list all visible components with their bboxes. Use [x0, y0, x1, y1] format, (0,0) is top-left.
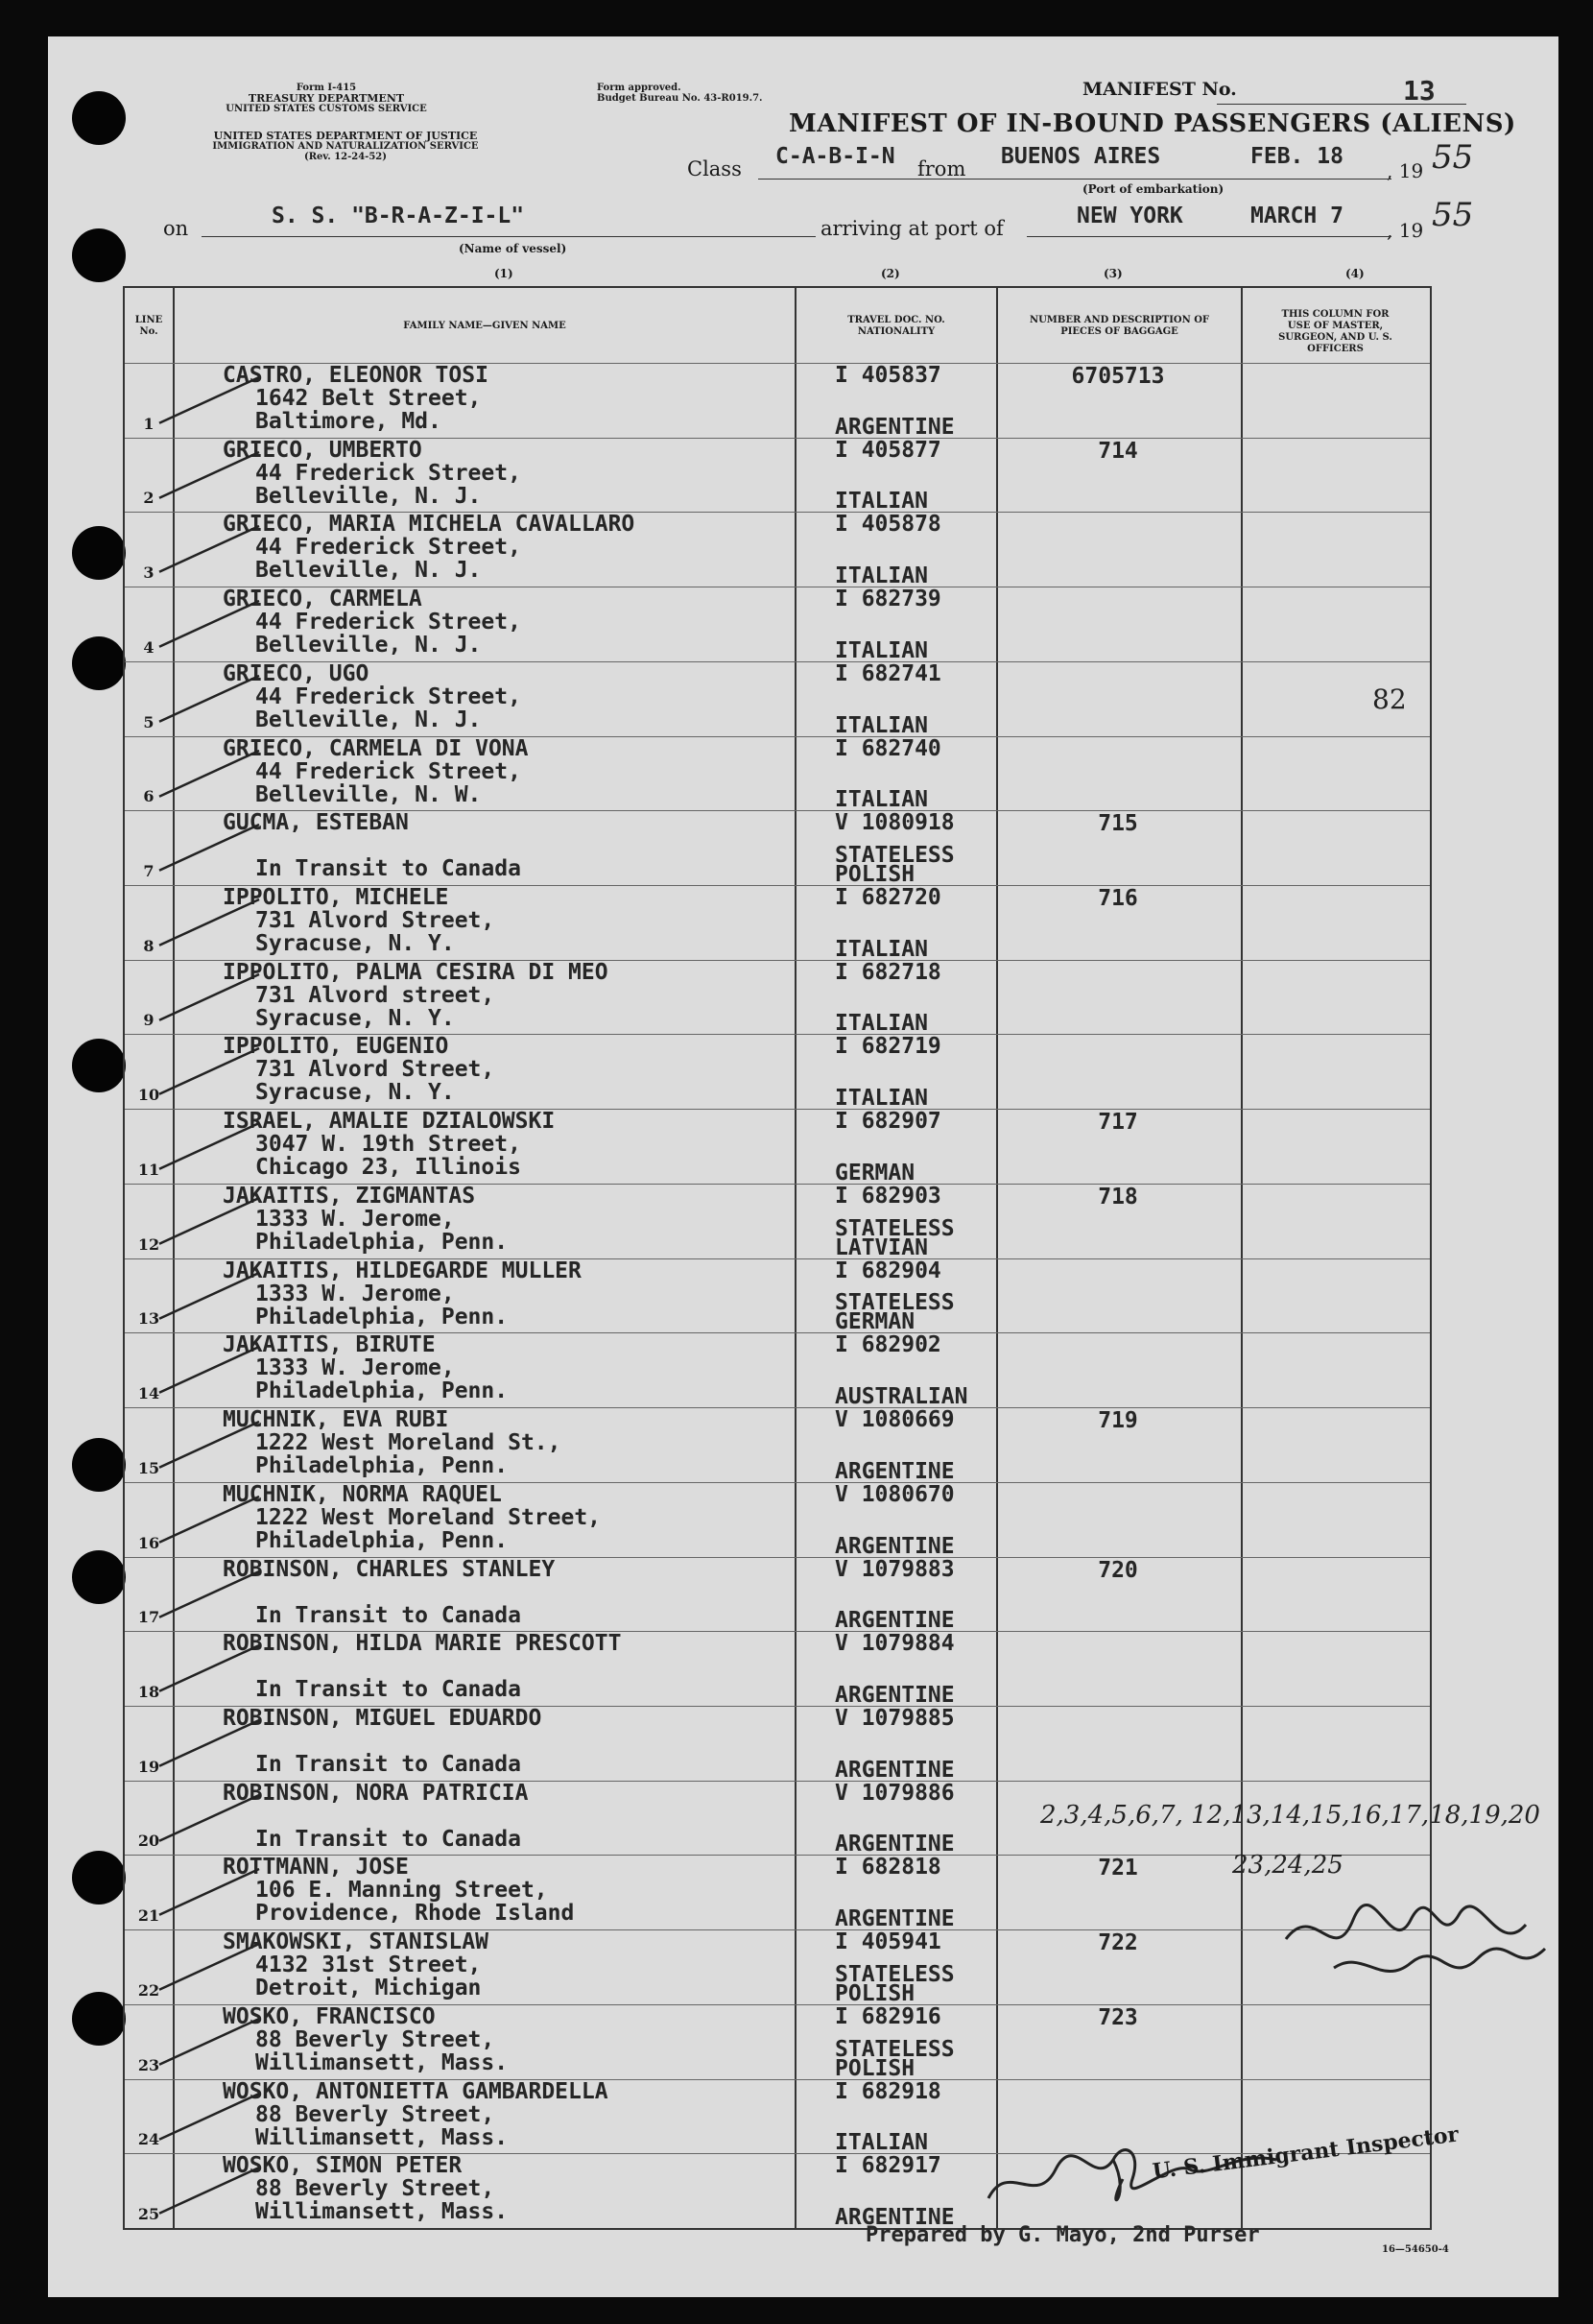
nationality: ARGENTINE: [835, 2204, 955, 2230]
travel-doc-number: I 682739: [835, 587, 941, 612]
passenger-name: WOSKO, ANTONIETTA GAMBARDELLA: [223, 2078, 608, 2104]
address-line-2: Philadelphia, Penn.: [255, 1527, 509, 1553]
table-row: [125, 2004, 1430, 2080]
check-mark: [154, 1031, 278, 1106]
line-number: 21: [137, 1906, 160, 1926]
passenger-name: MUCHNIK, NORMA RAQUEL: [223, 1481, 502, 1507]
passenger-name: GRIECO, CARMELA: [223, 587, 422, 612]
col-header-doc: TRAVEL DOC. NO. NATIONALITY: [847, 315, 945, 337]
nationality: ARGENTINE: [835, 1608, 955, 1634]
nationality: ITALIAN: [835, 2130, 928, 2156]
nationality: STATELESS LATVIAN: [835, 1215, 955, 1260]
passenger-table: [123, 286, 1432, 2230]
line-number: 5: [143, 712, 155, 731]
check-mark: [154, 1927, 278, 2001]
check-mark: [154, 1628, 278, 1703]
line-number: 9: [143, 1011, 155, 1030]
address-line-2: Philadelphia, Penn.: [255, 1453, 509, 1479]
binder-hole-5: [72, 1039, 126, 1092]
nationality: STATELESS POLISH: [835, 2036, 955, 2081]
address-line-1: 3047 W. 19th Street,: [255, 1132, 521, 1158]
approval-block: [597, 83, 763, 104]
travel-doc-number: I 682740: [835, 735, 941, 761]
baggage-number: 717: [1098, 1110, 1138, 1136]
nationality: ARGENTINE: [835, 1832, 955, 1857]
baggage-number: 6705713: [1071, 364, 1165, 389]
line-number: 3: [143, 563, 155, 583]
form-approved: Form approved.: [597, 83, 681, 93]
handwritten-line-list-1: 2,3,4,5,6,7, 12,13,14,15,16,17,18,19,20: [1040, 1801, 1540, 1830]
travel-doc-number: V 1080669: [835, 1407, 955, 1433]
from-label: from: [917, 157, 966, 180]
address-line-1: 44 Frederick Street,: [255, 535, 521, 561]
passenger-name-block: [223, 1632, 621, 1701]
table-row: [125, 1109, 1430, 1185]
baggage-number: 721: [1098, 1856, 1138, 1881]
travel-doc-number: I 682916: [835, 2003, 941, 2029]
address-line-1: 1222 West Moreland Street,: [255, 1504, 602, 1530]
address-line-2: In Transit to Canada: [255, 1826, 521, 1852]
table-row: [125, 363, 1430, 439]
travel-doc-number: V 1079885: [835, 1705, 955, 1731]
address-line-2: Providence, Rhode Island: [255, 1901, 575, 1927]
address-line-2: Syracuse, N. Y.: [255, 1080, 455, 1106]
check-mark: [154, 509, 278, 584]
line-number: 22: [137, 1980, 160, 2000]
manifest-no-label: MANIFEST No.: [1082, 79, 1237, 100]
binder-hole-6: [72, 1438, 126, 1492]
address-line-2: In Transit to Canada: [255, 1602, 521, 1628]
address-line-2: Belleville, N. J.: [255, 483, 482, 509]
travel-doc-number: I 682904: [835, 1258, 941, 1283]
address-line-2: Syracuse, N. Y.: [255, 931, 455, 957]
vessel-caption: (Name of vessel): [459, 242, 567, 255]
vessel-name: S. S. "B-R-A-Z-I-L": [272, 204, 525, 228]
passenger-name: GUCMA, ESTEBAN: [223, 810, 409, 836]
line-number: 19: [137, 1757, 160, 1776]
line-number: 24: [137, 2130, 160, 2149]
address-line-2: In Transit to Canada: [255, 1751, 521, 1777]
address-line-1: 731 Alvord Street,: [255, 1057, 495, 1083]
travel-doc-number: I 682902: [835, 1332, 941, 1358]
address-line-2: In Transit to Canada: [255, 1677, 521, 1703]
line-number: 25: [137, 2204, 160, 2223]
travel-doc-number: I 405941: [835, 1929, 941, 1955]
address-line-1: 106 E. Manning Street,: [255, 1878, 548, 1904]
travel-doc-number: I 405877: [835, 437, 941, 463]
passenger-name: JAKAITIS, BIRUTE: [223, 1332, 436, 1358]
baggage-number: 714: [1098, 438, 1138, 464]
nationality: ITALIAN: [835, 1011, 928, 1037]
check-mark: [154, 2001, 278, 2076]
address-line-1: 1222 West Moreland St.,: [255, 1430, 561, 1456]
line-number: 8: [143, 936, 155, 955]
nationality: ITALIAN: [835, 489, 928, 515]
form-id-block: [206, 83, 446, 114]
table-row: [125, 1407, 1430, 1483]
table-row: [125, 885, 1430, 961]
line-number: 14: [137, 1384, 160, 1403]
address-line-1: 44 Frederick Street,: [255, 460, 521, 486]
travel-doc-number: I 682917: [835, 2153, 941, 2179]
manifest-no-underline: [1217, 104, 1466, 105]
passenger-name: ROBINSON, NORA PATRICIA: [223, 1780, 529, 1806]
table-row: [125, 960, 1430, 1036]
passenger-name: GRIECO, UGO: [223, 660, 369, 686]
col-header-line: LINE No.: [134, 315, 163, 337]
nationality: ARGENTINE: [835, 1533, 955, 1559]
check-mark: [154, 882, 278, 957]
check-mark: [154, 1703, 278, 1778]
travel-doc-number: V 1079886: [835, 1780, 955, 1806]
passenger-name: ROBINSON, MIGUEL EDUARDO: [223, 1705, 542, 1731]
line-number: 17: [137, 1608, 160, 1627]
on-label: on: [163, 217, 189, 240]
table-row: [125, 1332, 1430, 1408]
table-row: [125, 587, 1430, 662]
passenger-name: WOSKO, FRANCISCO: [223, 2003, 436, 2029]
year-1: 55: [1432, 138, 1474, 177]
form-revision: (Rev. 12-24-52): [304, 152, 387, 162]
baggage-number: 719: [1098, 1408, 1138, 1434]
passenger-name: IPPOLITO, PALMA CESIRA DI MEO: [223, 959, 608, 985]
address-line-1: 1642 Belt Street,: [255, 386, 482, 411]
passenger-name-block: [223, 1483, 601, 1552]
budget-number: Budget Bureau No. 43-R019.7.: [597, 93, 763, 104]
nationality: ARGENTINE: [835, 1458, 955, 1484]
table-row: [125, 1034, 1430, 1110]
address-line-2: In Transit to Canada: [255, 856, 521, 882]
dept-treasury: TREASURY DEPARTMENT: [248, 92, 405, 105]
table-row: [125, 438, 1430, 514]
address-line-2: Belleville, N. J.: [255, 707, 482, 732]
travel-doc-number: I 682719: [835, 1034, 941, 1060]
col-num-3: (3): [1104, 267, 1123, 280]
passenger-name: ISRAEL, AMALIE DZIALOWSKI: [223, 1109, 556, 1135]
address-line-2: Chicago 23, Illinois: [255, 1155, 521, 1181]
line-number: 10: [137, 1086, 160, 1105]
passenger-name: JAKAITIS, ZIGMANTAS: [223, 1183, 476, 1209]
travel-doc-number: V 1079883: [835, 1556, 955, 1582]
inspector-label: U. S. Immigrant Inspector: [1151, 2121, 1461, 2185]
address-line-1: 44 Frederick Street,: [255, 610, 521, 635]
check-mark: [154, 584, 278, 659]
address-line-2: Willimansett, Mass.: [255, 2049, 509, 2075]
print-code: 16—54650-4: [1382, 2244, 1449, 2255]
address-line-1: 44 Frederick Street,: [255, 758, 521, 784]
nationality: ITALIAN: [835, 787, 928, 813]
passenger-name: IPPOLITO, EUGENIO: [223, 1034, 449, 1060]
binder-hole-7: [72, 1550, 126, 1604]
binder-hole-1: [72, 91, 126, 145]
passenger-name: IPPOLITO, MICHELE: [223, 885, 449, 911]
travel-doc-number: I 682918: [835, 2078, 941, 2104]
form-number: Form I-415: [296, 83, 357, 93]
check-mark: [154, 957, 278, 1032]
handwritten-line-list-2: 23,24,25: [1232, 1851, 1343, 1880]
port-caption: (Port of embarkation): [1082, 182, 1224, 196]
baggage-number: 722: [1098, 1930, 1138, 1956]
line-number: 4: [143, 637, 155, 657]
travel-doc-number: V 1080670: [835, 1481, 955, 1507]
justice-block: [154, 131, 537, 162]
line-number: 6: [143, 787, 155, 806]
nationality: ARGENTINE: [835, 1906, 955, 1932]
check-mark: [154, 733, 278, 808]
address-line-2: Detroit, Michigan: [255, 1976, 482, 2001]
table-row: [125, 810, 1430, 886]
dept-customs: UNITED STATES CUSTOMS SERVICE: [226, 104, 427, 114]
passenger-name: WOSKO, SIMON PETER: [223, 2153, 463, 2179]
year-prefix-2: , 19: [1387, 219, 1424, 242]
check-mark: [154, 659, 278, 733]
nationality: ITALIAN: [835, 936, 928, 962]
nationality: STATELESS POLISH: [835, 843, 955, 888]
table-row: [125, 1184, 1430, 1259]
year-prefix-1: , 19: [1387, 159, 1424, 182]
arrival-date: MARCH 7: [1250, 204, 1343, 228]
class-label: Class: [687, 157, 742, 180]
embarkation-date: FEB. 18: [1250, 144, 1343, 169]
passenger-name: GRIECO, CARMELA DI VONA: [223, 735, 529, 761]
binder-hole-8: [72, 1851, 126, 1905]
address-line-1: 88 Beverly Street,: [255, 2101, 495, 2127]
address-line-1: 1333 W. Jerome,: [255, 1206, 455, 1232]
passenger-name-block: [223, 961, 608, 1030]
address-line-2: Philadelphia, Penn.: [255, 1304, 509, 1330]
passenger-name: ROTTMANN, JOSE: [223, 1855, 409, 1881]
baggage-number: 716: [1098, 886, 1138, 912]
line-number: 15: [137, 1458, 160, 1477]
nationality: ITALIAN: [835, 1086, 928, 1112]
check-mark: [154, 360, 278, 435]
prepared-by: Prepared by G. Mayo, 2nd Purser: [866, 2223, 1260, 2247]
page-title: MANIFEST OF IN-BOUND PASSENGERS (ALIENS): [789, 109, 1516, 138]
from-underline: [758, 179, 1391, 180]
check-mark: [154, 1256, 278, 1330]
col-num-2: (2): [881, 267, 900, 280]
nationality: ARGENTINE: [835, 414, 955, 440]
address-line-2: Baltimore, Md.: [255, 409, 441, 434]
col-header-baggage: NUMBER AND DESCRIPTION OF PIECES OF BAGGAGE: [1029, 315, 1210, 337]
check-mark: [154, 1852, 278, 1927]
vessel-underline: [202, 236, 816, 237]
travel-doc-number: I 682741: [835, 660, 941, 686]
travel-doc-number: I 405878: [835, 512, 941, 538]
dept-justice: UNITED STATES DEPARTMENT OF JUSTICE: [213, 130, 478, 142]
passenger-name-block: [223, 513, 634, 582]
inspector-signature-image: [969, 2121, 1296, 2227]
address-line-2: Philadelphia, Penn.: [255, 1378, 509, 1404]
year-2: 55: [1432, 196, 1474, 234]
address-line-1: [223, 1655, 621, 1678]
check-mark: [154, 1330, 278, 1404]
embarkation-port: BUENOS AIRES: [1001, 144, 1161, 169]
check-mark: [154, 1181, 278, 1256]
line-number: 1: [143, 414, 155, 433]
travel-doc-number: V 1080918: [835, 810, 955, 836]
arrival-underline: [1027, 236, 1391, 237]
baggage-number: 718: [1098, 1184, 1138, 1210]
check-mark: [154, 2150, 278, 2225]
baggage-number: 723: [1098, 2004, 1138, 2030]
passenger-name: SMAKOWSKI, STANISLAW: [223, 1929, 488, 1955]
col-header-name: FAMILY NAME—GIVEN NAME: [403, 321, 566, 331]
address-line-1: 88 Beverly Street,: [255, 2176, 495, 2202]
passenger-name: CASTRO, ELEONOR TOSI: [223, 363, 488, 388]
check-mark: [154, 2076, 278, 2151]
passenger-name: GRIECO, MARIA MICHELA CAVALLARO: [223, 512, 635, 538]
col-num-1: (1): [494, 267, 513, 280]
nationality: ITALIAN: [835, 563, 928, 589]
passenger-name: MUCHNIK, EVA RUBI: [223, 1407, 449, 1433]
address-line-1: 731 Alvord street,: [255, 982, 495, 1008]
binder-hole-4: [72, 636, 126, 690]
address-line-2: Philadelphia, Penn.: [255, 1229, 509, 1255]
nationality: STATELESS POLISH: [835, 1961, 955, 2006]
table-row: [125, 512, 1430, 587]
line-number: 20: [137, 1832, 160, 1851]
address-line-1: 44 Frederick Street,: [255, 683, 521, 709]
address-line-2: Willimansett, Mass.: [255, 2124, 509, 2150]
line-number: 13: [137, 1309, 160, 1329]
line-number: 7: [143, 862, 155, 881]
passenger-name: GRIECO, UMBERTO: [223, 437, 422, 463]
travel-doc-number: I 682907: [835, 1109, 941, 1135]
address-line-2: Belleville, N. J.: [255, 633, 482, 659]
travel-doc-number: I 405837: [835, 363, 941, 388]
table-row: [125, 661, 1430, 737]
table-row: [125, 1258, 1430, 1334]
address-line-1: 1333 W. Jerome,: [255, 1355, 455, 1381]
nationality: ARGENTINE: [835, 1757, 955, 1783]
check-mark: [154, 1479, 278, 1554]
check-mark: [154, 1778, 278, 1853]
binder-hole-3: [72, 526, 126, 580]
row5-officer-note: 82: [1372, 683, 1407, 715]
table-row: [125, 1482, 1430, 1558]
arrival-port: NEW YORK: [1077, 204, 1183, 228]
passenger-name-block: [223, 2080, 608, 2149]
address-line-1: 731 Alvord Street,: [255, 908, 495, 934]
nationality: AUSTRALIAN: [835, 1384, 968, 1410]
binder-hole-9: [72, 1992, 126, 2046]
nationality: ITALIAN: [835, 637, 928, 663]
check-mark: [154, 1404, 278, 1479]
line-number: 11: [137, 1160, 160, 1179]
nationality: ARGENTINE: [835, 1682, 955, 1708]
baggage-number: 720: [1098, 1557, 1138, 1583]
col-header-officers: THIS COLUMN FOR USE OF MASTER, SURGEON, AND U. S. OFFICERS: [1278, 309, 1392, 354]
table-row: [125, 736, 1430, 812]
check-mark: [154, 1106, 278, 1181]
nationality: STATELESS GERMAN: [835, 1290, 955, 1335]
baggage-number: 715: [1098, 811, 1138, 837]
binder-hole-2: [72, 228, 126, 282]
travel-doc-number: I 682718: [835, 959, 941, 985]
line-number: 18: [137, 1682, 160, 1701]
table-row: [125, 1929, 1430, 2005]
address-line-2: Syracuse, N. Y.: [255, 1005, 455, 1031]
passenger-name: ROBINSON, HILDA MARIE PRESCOTT: [223, 1631, 622, 1657]
dept-ins: IMMIGRATION AND NATURALIZATION SERVICE: [212, 141, 479, 152]
arriving-label: arriving at port of: [820, 217, 1004, 240]
line-number: 12: [137, 1234, 160, 1254]
address-line-2: Belleville, N. W.: [255, 781, 482, 807]
table-row: [125, 1631, 1430, 1707]
check-mark: [154, 435, 278, 510]
table-row: [125, 1557, 1430, 1633]
passenger-name: ROBINSON, CHARLES STANLEY: [223, 1556, 556, 1582]
travel-doc-number: V 1079884: [835, 1631, 955, 1657]
officer-signature-image: [1276, 1881, 1555, 1997]
address-line-2: Willimansett, Mass.: [255, 2199, 509, 2225]
travel-doc-number: I 682903: [835, 1183, 941, 1209]
travel-doc-number: I 682720: [835, 885, 941, 911]
manifest-no-value: 13: [1403, 75, 1436, 107]
address-line-2: Belleville, N. J.: [255, 558, 482, 584]
line-number: 16: [137, 1533, 160, 1552]
line-number: 23: [137, 2055, 160, 2074]
check-mark: [154, 807, 278, 882]
address-line-1: 4132 31st Street,: [255, 1953, 482, 1978]
nationality: ITALIAN: [835, 712, 928, 738]
nationality: GERMAN: [835, 1160, 915, 1186]
passenger-rows: [125, 363, 1430, 2228]
line-number: 2: [143, 489, 155, 508]
check-mark: [154, 1554, 278, 1629]
table-row: [125, 1706, 1430, 1782]
travel-doc-number: I 682818: [835, 1855, 941, 1881]
address-line-1: 88 Beverly Street,: [255, 2026, 495, 2052]
col-num-4: (4): [1345, 267, 1365, 280]
class-value: C-A-B-I-N: [775, 144, 895, 169]
passenger-name: JAKAITIS, HILDEGARDE MULLER: [223, 1258, 582, 1283]
address-line-1: 1333 W. Jerome,: [255, 1281, 455, 1306]
